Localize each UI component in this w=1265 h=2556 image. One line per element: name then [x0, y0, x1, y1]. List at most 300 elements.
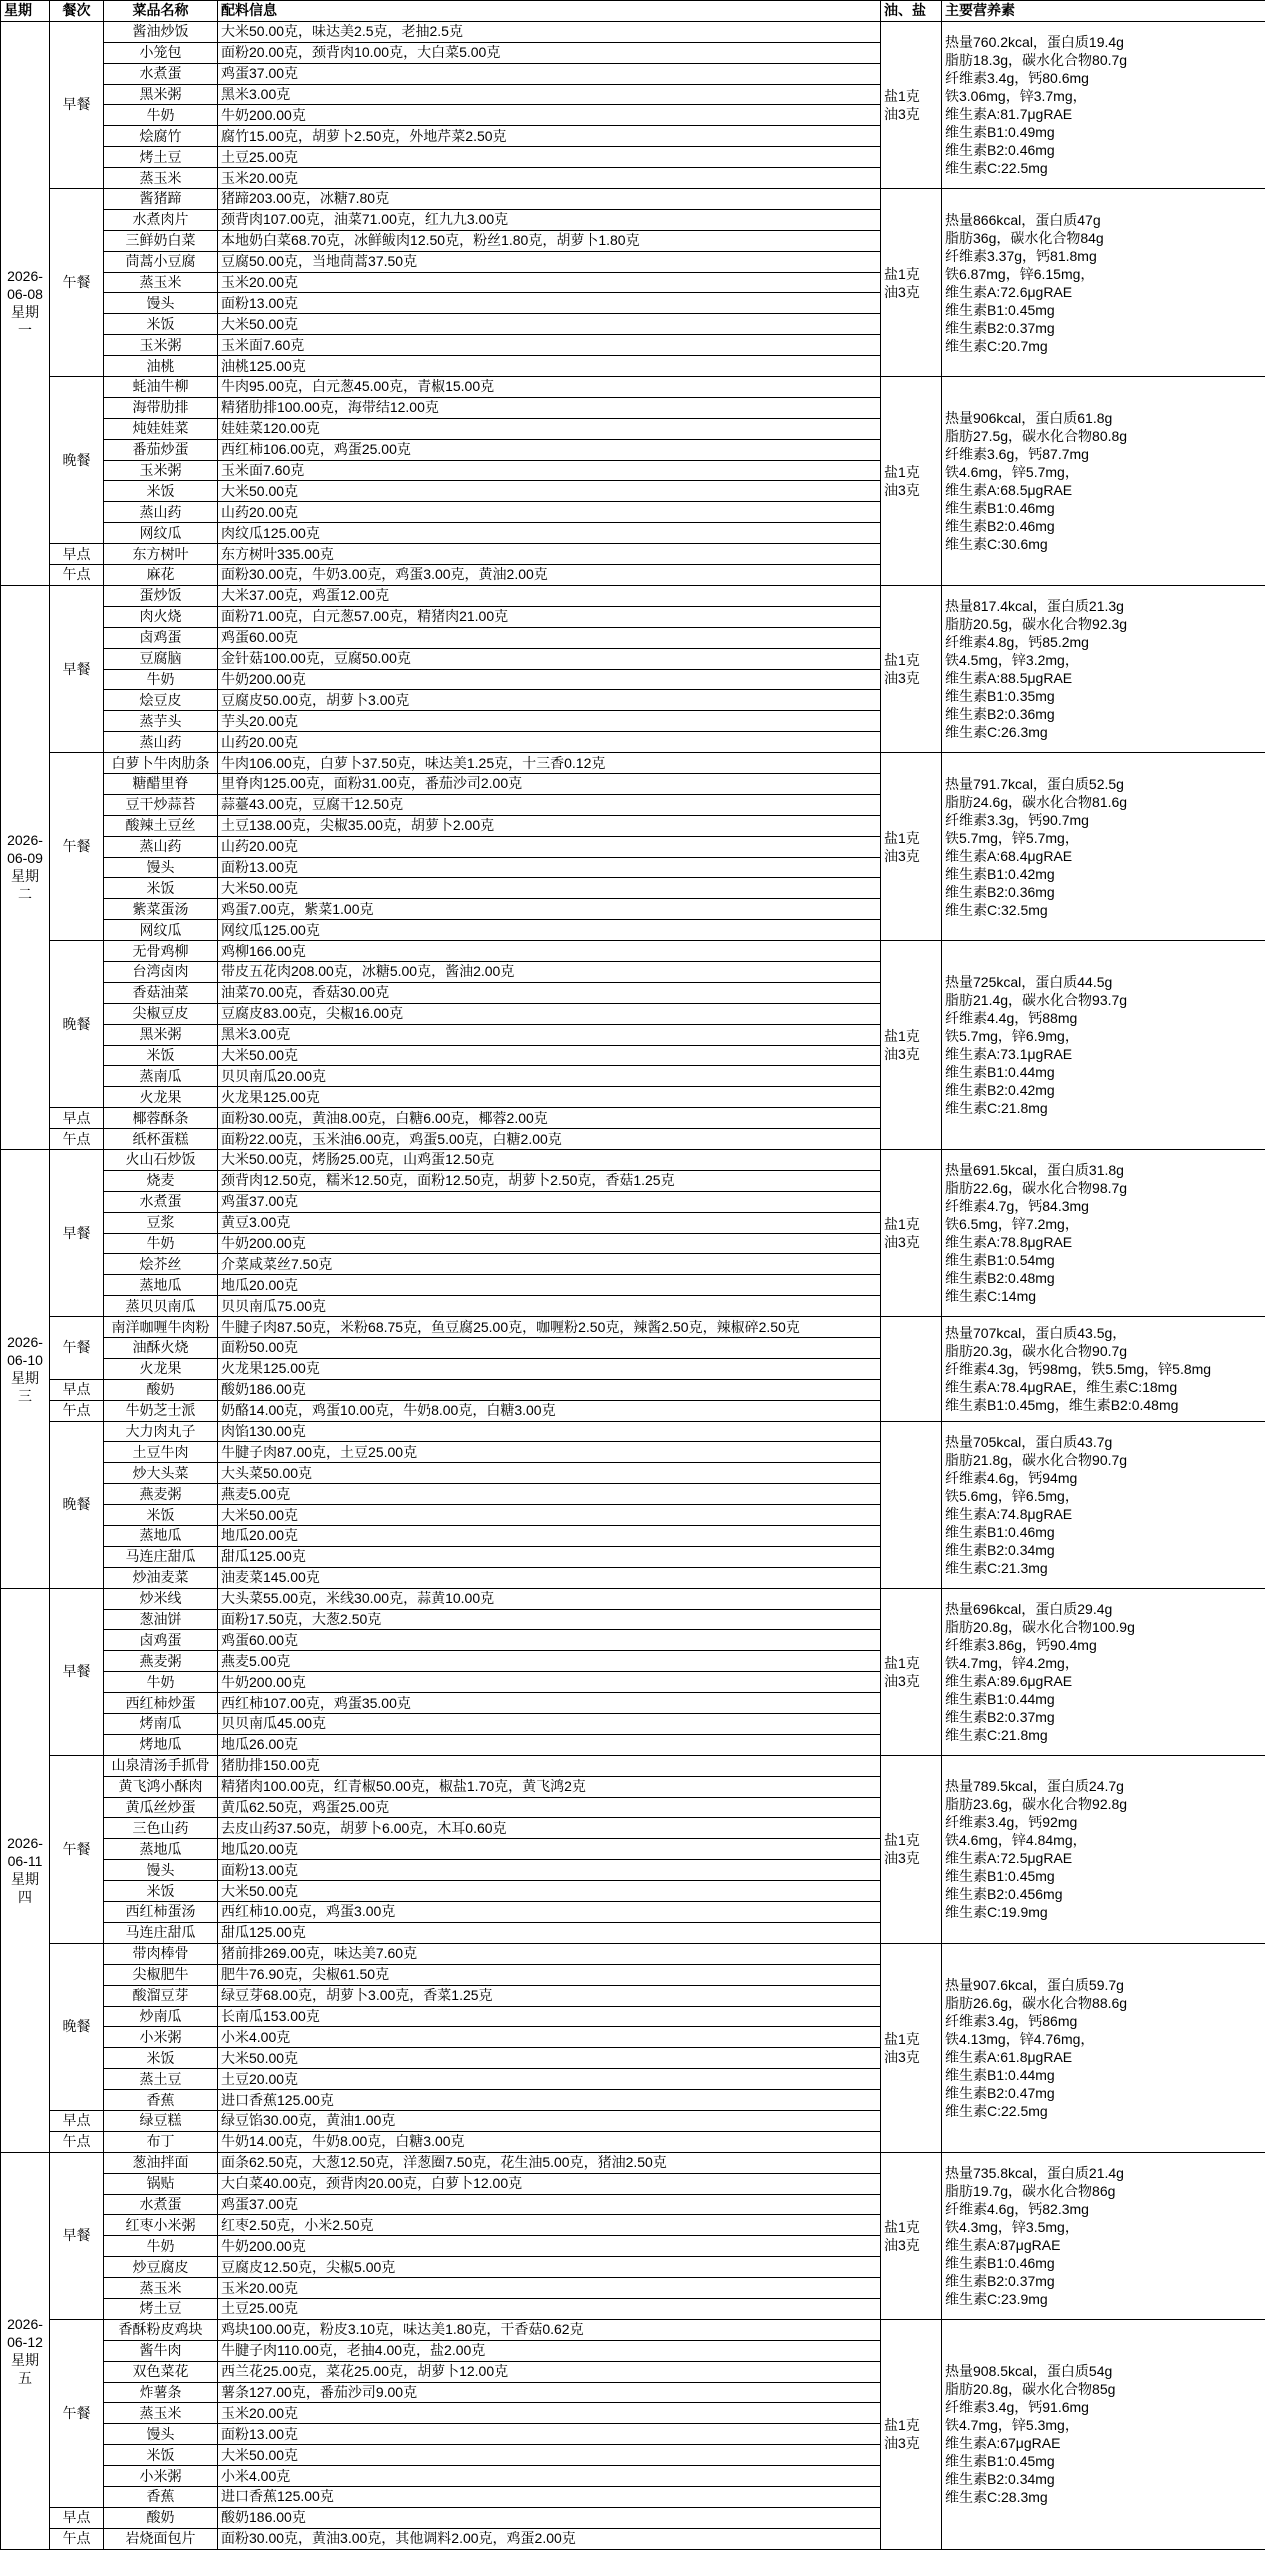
dish-name-cell: 蒸地瓜 [104, 1526, 218, 1547]
dish-name-cell: 牛奶 [104, 1672, 218, 1693]
ingredients-cell: 东方树叶335.00克 [218, 544, 881, 565]
nutrition-line: 维生素B1:0.44mg [945, 1690, 1055, 1707]
ingredients-cell: 面粉17.50克，大葱2.50克 [218, 1609, 881, 1630]
nutrition-line: 铁5.7mg，锌5.7mg， [945, 829, 1079, 846]
nutrition-line: 脂肪24.6g，碳水化合物81.6g [945, 793, 1128, 810]
dish-name-cell: 黑米粥 [104, 84, 218, 105]
nutrition-line: 热量907.6kcal，蛋白质59.7g [945, 1976, 1124, 1993]
ingredients-cell: 带皮五花肉208.00克，冰糖5.00克，酱油2.00克 [218, 961, 881, 982]
table-row [1, 1149, 1265, 1170]
dish-name-cell: 红枣小米粥 [104, 2215, 218, 2236]
ingredients-cell: 油菜70.00克，香菇30.00克 [218, 982, 881, 1003]
ingredients-cell: 大米50.00克 [218, 2445, 881, 2466]
oil-salt-line: 油3克 [884, 1234, 920, 1251]
menu-body [1, 21, 1265, 2549]
dish-name-cell: 酱油炒饭 [104, 21, 218, 42]
ingredients-cell: 猪蹄203.00克，冰糖7.80克 [218, 189, 881, 210]
dish-name-cell: 炒南瓜 [104, 2006, 218, 2027]
ingredients-cell: 进口香蕉125.00克 [218, 2090, 881, 2111]
nutrition-line: 铁4.6mg，锌4.84mg， [945, 1832, 1087, 1849]
dish-name-cell: 三鲜奶白菜 [104, 230, 218, 251]
oil-salt-cell [881, 21, 942, 188]
ingredients-cell: 猪肋排150.00克 [218, 1755, 881, 1776]
ingredients-cell: 颈背肉107.00克，油菜71.00克，红九九3.00克 [218, 209, 881, 230]
ingredients-cell: 鸡蛋37.00克 [218, 2194, 881, 2215]
ingredients-cell: 腐竹15.00克，胡萝卜2.50克，外地芹菜2.50克 [218, 126, 881, 147]
nutrition-line: 热量908.5kcal，蛋白质54g [945, 2363, 1113, 2380]
dish-name-cell: 香菇油菜 [104, 982, 218, 1003]
dish-name-cell: 东方树叶 [104, 544, 218, 565]
dish-name-cell: 黄瓜丝炒蛋 [104, 1797, 218, 1818]
ingredients-cell: 精猪肉100.00克，红青椒50.00克，椒盐1.70克，黄飞鸿2克 [218, 1776, 881, 1797]
dish-name-cell: 烤土豆 [104, 2298, 218, 2319]
oil-salt-line: 油3克 [884, 481, 920, 498]
header-meal: 餐次 [50, 1, 104, 22]
ingredients-cell: 蒜薹43.00克，豆腐干12.50克 [218, 794, 881, 815]
ingredients-cell: 玉米面7.60克 [218, 335, 881, 356]
dish-name-cell: 小笼包 [104, 42, 218, 63]
dish-name-cell: 蒸山药 [104, 502, 218, 523]
oil-salt-line: 盐1克 [884, 1028, 920, 1045]
dish-name-cell: 蒸山药 [104, 836, 218, 857]
nutrition-line: 维生素A:78.4μgRAE，维生素C:18mg [945, 1378, 1178, 1395]
oil-salt-cell [881, 377, 942, 586]
dish-name-cell: 肉火烧 [104, 606, 218, 627]
nutrition-line: 维生素B1:0.45mg [945, 2453, 1055, 2470]
dish-name-cell: 蒸山药 [104, 732, 218, 753]
ingredients-cell: 薯条127.00克，番茄沙司9.00克 [218, 2382, 881, 2403]
header-oil-salt: 油、盐 [881, 1, 942, 22]
oil-salt-line: 油3克 [884, 2236, 920, 2253]
dish-name-cell: 黄飞鸿小酥肉 [104, 1776, 218, 1797]
oil-salt-line: 油3克 [884, 670, 920, 686]
nutrition-line: 纤维素3.6g，钙87.7mg [945, 445, 1089, 462]
dish-name-cell: 卤鸡蛋 [104, 627, 218, 648]
nutrition-line: 维生素A:89.6μgRAE [945, 1672, 1073, 1689]
ingredients-cell: 大米50.00克，味达美2.5克，老抽2.5克 [218, 21, 881, 42]
dish-name-cell: 网纹瓜 [104, 920, 218, 941]
dish-name-cell: 馒头 [104, 857, 218, 878]
ingredients-cell: 燕麦5.00克 [218, 1484, 881, 1505]
dish-name-cell: 尖椒豆皮 [104, 1003, 218, 1024]
nutrition-cell [942, 1943, 1265, 2152]
oil-salt-line: 盐1克 [884, 1216, 920, 1233]
ingredients-cell: 油麦菜145.00克 [218, 1567, 881, 1588]
dish-name-cell: 炒豆腐皮 [104, 2257, 218, 2278]
day-cell [1, 585, 50, 1149]
nutrition-line: 脂肪20.8g，碳水化合物85g [945, 2381, 1116, 2398]
nutrition-line: 铁4.5mg，锌3.2mg， [945, 652, 1079, 668]
nutrition-line: 热量817.4kcal，蛋白质21.3g [945, 598, 1124, 614]
table-row [1, 189, 1265, 210]
ingredients-cell: 大米50.00克 [218, 1881, 881, 1902]
dish-name-cell: 燕麦粥 [104, 1651, 218, 1672]
nutrition-line: 维生素B1:0.54mg [945, 1252, 1055, 1269]
dish-name-cell: 绿豆糕 [104, 2110, 218, 2131]
nutrition-cell [942, 753, 1265, 941]
meal-cell: 晚餐 [50, 1421, 104, 1588]
nutrition-line: 维生素B2:0.42mg [945, 1082, 1055, 1099]
day-label-line: 06-11 [7, 1853, 43, 1870]
nutrition-line: 维生素C:21.3mg [945, 1559, 1048, 1576]
meal-cell: 午点 [50, 1129, 104, 1150]
meal-cell: 午餐 [50, 1755, 104, 1943]
ingredients-cell: 火龙果125.00克 [218, 1358, 881, 1379]
nutrition-line: 铁6.5mg，锌7.2mg， [945, 1216, 1079, 1233]
nutrition-line: 纤维素3.4g，钙91.6mg [945, 2399, 1089, 2416]
ingredients-cell: 去皮山药37.50克，胡萝卜6.00克，木耳0.60克 [218, 1818, 881, 1839]
ingredients-cell: 大头菜50.00克 [218, 1463, 881, 1484]
ingredients-cell: 西红柿106.00克，鸡蛋25.00克 [218, 439, 881, 460]
dish-name-cell: 南洋咖喱牛肉粉 [104, 1317, 218, 1338]
oil-salt-cell [881, 1317, 942, 1421]
ingredients-cell: 红枣2.50克，小米2.50克 [218, 2215, 881, 2236]
meal-cell: 午点 [50, 1400, 104, 1421]
dish-name-cell: 烩豆皮 [104, 690, 218, 711]
meal-cell: 早点 [50, 2110, 104, 2131]
oil-salt-line: 盐1克 [884, 829, 920, 846]
oil-salt-line: 油3克 [884, 2048, 920, 2065]
dish-name-cell: 豆浆 [104, 1212, 218, 1233]
nutrition-cell [942, 1755, 1265, 1943]
header-dish: 菜品名称 [104, 1, 218, 22]
dish-name-cell: 烤南瓜 [104, 1714, 218, 1735]
dish-name-cell: 椰蓉酥条 [104, 1108, 218, 1129]
ingredients-cell: 玉米20.00克 [218, 2278, 881, 2299]
nutrition-cell [942, 2152, 1265, 2319]
nutrition-line: 维生素B2:0.36mg [945, 883, 1055, 900]
ingredients-cell: 玉米20.00克 [218, 272, 881, 293]
oil-salt-cell [881, 2319, 942, 2549]
nutrition-line: 纤维素4.7g，钙84.3mg [945, 1198, 1089, 1215]
nutrition-line: 铁4.13mg，锌4.76mg， [945, 2030, 1095, 2047]
dish-name-cell: 油桃 [104, 356, 218, 377]
day-label-line: 星期 [11, 1369, 39, 1386]
table-row [1, 2152, 1265, 2173]
nutrition-line: 脂肪19.7g，碳水化合物86g [945, 2182, 1116, 2199]
ingredients-cell: 大白菜40.00克，颈背肉20.00克，白萝卜12.00克 [218, 2173, 881, 2194]
ingredients-cell: 小米4.00克 [218, 2466, 881, 2487]
day-label-line: 2026- [7, 1333, 43, 1350]
ingredients-cell: 牛腱子肉87.50克，米粉68.75克，鱼豆腐25.00克，咖喱粉2.50克，辣酱2.50克，辣椒碎2.50克 [218, 1317, 881, 1338]
ingredients-cell: 牛奶14.00克，牛奶8.00克，白糖3.00克 [218, 2131, 881, 2152]
ingredients-cell: 鸡蛋60.00克 [218, 627, 881, 648]
nutrition-cell [942, 2319, 1265, 2549]
dish-name-cell: 米饭 [104, 2445, 218, 2466]
ingredients-cell: 颈背肉12.50克，糯米12.50克，面粉12.50克，胡萝卜2.50克，香菇1.25克 [218, 1170, 881, 1191]
nutrition-line: 维生素A:88.5μgRAE [945, 670, 1073, 686]
oil-salt-cell [881, 1588, 942, 1755]
dish-name-cell: 酱猪蹄 [104, 189, 218, 210]
nutrition-line: 维生素B1:0.46mg [945, 499, 1055, 516]
ingredients-cell: 娃娃菜120.00克 [218, 418, 881, 439]
ingredients-cell: 肉馅130.00克 [218, 1421, 881, 1442]
dish-name-cell: 小米粥 [104, 2466, 218, 2487]
day-label-line: 二 [18, 886, 32, 903]
oil-salt-line: 盐1克 [884, 1832, 920, 1849]
nutrition-line: 维生素C:30.6mg [945, 535, 1048, 552]
dish-name-cell: 香蕉 [104, 2486, 218, 2507]
ingredients-cell: 面粉13.00克 [218, 293, 881, 314]
dish-name-cell: 牛奶 [104, 2236, 218, 2257]
nutrition-line: 维生素A:72.6μgRAE [945, 283, 1073, 300]
ingredients-cell: 介菜咸菜丝7.50克 [218, 1254, 881, 1275]
dish-name-cell: 炒大头菜 [104, 1463, 218, 1484]
ingredients-cell: 豆腐50.00克，当地茼蒿37.50克 [218, 251, 881, 272]
nutrition-line: 维生素B2:0.48mg [945, 1270, 1055, 1287]
dish-name-cell: 油酥火烧 [104, 1338, 218, 1359]
ingredients-cell: 地瓜20.00克 [218, 1839, 881, 1860]
dish-name-cell: 酸辣土豆丝 [104, 815, 218, 836]
oil-salt-line: 油3克 [884, 1046, 920, 1063]
dish-name-cell: 燕麦粥 [104, 1484, 218, 1505]
dish-name-cell: 马连庄甜瓜 [104, 1546, 218, 1567]
dish-name-cell: 炸薯条 [104, 2382, 218, 2403]
nutrition-line: 维生素C:22.5mg [945, 2102, 1048, 2119]
oil-salt-line: 盐1克 [884, 265, 920, 282]
meal-cell: 午餐 [50, 2319, 104, 2507]
dish-name-cell: 糖醋里脊 [104, 773, 218, 794]
meal-cell: 早餐 [50, 2152, 104, 2319]
nutrition-line: 热量866kcal，蛋白质47g [945, 211, 1101, 228]
nutrition-line: 维生素B2:0.46mg [945, 141, 1055, 158]
nutrition-line: 维生素C:32.5mg [945, 901, 1048, 918]
nutrition-line: 热量791.7kcal，蛋白质52.5g [945, 775, 1124, 792]
dish-name-cell: 黑米粥 [104, 1024, 218, 1045]
nutrition-line: 热量725kcal，蛋白质44.5g [945, 974, 1113, 991]
dish-name-cell: 番茄炒蛋 [104, 439, 218, 460]
nutrition-line: 铁3.06mg，锌3.7mg， [945, 87, 1087, 104]
nutrition-cell [942, 1421, 1265, 1588]
ingredients-cell: 地瓜26.00克 [218, 1734, 881, 1755]
oil-salt-cell [881, 1755, 942, 1943]
dish-name-cell: 馒头 [104, 293, 218, 314]
nutrition-line: 维生素A:72.5μgRAE [945, 1850, 1073, 1867]
ingredients-cell: 猪前排269.00克，味达美7.60克 [218, 1943, 881, 1964]
nutrition-line: 热量707kcal，蛋白质43.5g， [945, 1324, 1127, 1341]
ingredients-cell: 肉纹瓜125.00克 [218, 523, 881, 544]
ingredients-cell: 牛腱子肉87.00克，土豆25.00克 [218, 1442, 881, 1463]
nutrition-line: 铁5.7mg，锌6.9mg， [945, 1028, 1079, 1045]
dish-name-cell: 布丁 [104, 2131, 218, 2152]
ingredients-cell: 牛奶200.00克 [218, 2236, 881, 2257]
dish-name-cell: 蒸贝贝南瓜 [104, 1296, 218, 1317]
ingredients-cell: 长南瓜153.00克 [218, 2006, 881, 2027]
ingredients-cell: 酸奶186.00克 [218, 1379, 881, 1400]
ingredients-cell: 土豆25.00克 [218, 2298, 881, 2319]
dish-name-cell: 米饭 [104, 1045, 218, 1066]
nutrition-cell [942, 21, 1265, 188]
dish-name-cell: 烧麦 [104, 1170, 218, 1191]
dish-name-cell: 蒸玉米 [104, 2403, 218, 2424]
dish-name-cell: 紫菜蛋汤 [104, 899, 218, 920]
dish-name-cell: 西红柿蛋汤 [104, 1902, 218, 1923]
dish-name-cell: 马连庄甜瓜 [104, 1922, 218, 1943]
nutrition-line: 维生素B2:0.37mg [945, 319, 1055, 336]
day-label-line: 06-08 [7, 286, 43, 303]
nutrition-cell [942, 189, 1265, 377]
nutrition-line: 脂肪23.6g，碳水化合物92.8g [945, 1796, 1128, 1813]
dish-name-cell: 蒸玉米 [104, 2278, 218, 2299]
ingredients-cell: 金针菇100.00克，豆腐50.00克 [218, 648, 881, 669]
ingredients-cell: 大米37.00克，鸡蛋12.00克 [218, 585, 881, 606]
nutrition-line: 铁4.7mg，锌4.2mg， [945, 1654, 1079, 1671]
day-label-line: 星期 [11, 868, 39, 885]
day-label-line: 06-12 [7, 2333, 43, 2350]
nutrition-line: 维生素B2:0.36mg [945, 706, 1055, 722]
nutrition-line: 纤维素4.6g，钙94mg [945, 1469, 1078, 1486]
meal-cell: 晚餐 [50, 941, 104, 1108]
meal-cell: 午点 [50, 2131, 104, 2152]
nutrition-line: 维生素A:87μgRAE [945, 2236, 1061, 2253]
dish-name-cell: 米饭 [104, 1505, 218, 1526]
oil-salt-cell [881, 189, 942, 377]
dish-name-cell: 大力肉丸子 [104, 1421, 218, 1442]
nutrition-line: 铁4.3mg，锌3.5mg， [945, 2218, 1079, 2235]
dish-name-cell: 香酥粉皮鸡块 [104, 2319, 218, 2340]
day-label-line: 2026- [7, 832, 43, 849]
dish-name-cell: 水煮蛋 [104, 1191, 218, 1212]
dish-name-cell: 炖娃娃菜 [104, 418, 218, 439]
ingredients-cell: 大米50.00克，烤肠25.00克，山鸡蛋12.50克 [218, 1149, 881, 1170]
dish-name-cell: 烤地瓜 [104, 1734, 218, 1755]
dish-name-cell: 烤土豆 [104, 147, 218, 168]
ingredients-cell: 大米50.00克 [218, 314, 881, 335]
dish-name-cell: 馒头 [104, 2424, 218, 2445]
dish-name-cell: 白萝卜牛肉肋条 [104, 753, 218, 774]
ingredients-cell: 土豆138.00克，尖椒35.00克，胡萝卜2.00克 [218, 815, 881, 836]
ingredients-cell: 牛奶200.00克 [218, 105, 881, 126]
dish-name-cell: 烩芥丝 [104, 1254, 218, 1275]
nutrition-line: 维生素B1:0.45mg，维生素B2:0.48mg [945, 1396, 1179, 1413]
ingredients-cell: 本地奶白菜68.70克，冰鲜鲅肉12.50克，粉丝1.80克，胡萝卜1.80克 [218, 230, 881, 251]
ingredients-cell: 燕麦5.00克 [218, 1651, 881, 1672]
header-ingredients: 配料信息 [218, 1, 881, 22]
nutrition-line: 维生素C:26.3mg [945, 724, 1048, 740]
dish-name-cell: 馒头 [104, 1860, 218, 1881]
ingredients-cell: 玉米20.00克 [218, 168, 881, 189]
table-row [1, 21, 1265, 42]
day-label-line: 三 [18, 1387, 32, 1404]
oil-salt-cell [881, 941, 942, 1150]
oil-salt-cell [881, 1149, 942, 1316]
ingredients-cell: 玉米20.00克 [218, 2403, 881, 2424]
dish-name-cell: 蒸芋头 [104, 711, 218, 732]
nutrition-line: 维生素C:21.8mg [945, 1726, 1048, 1743]
table-row [1, 753, 1265, 774]
ingredients-cell: 山药20.00克 [218, 836, 881, 857]
dish-name-cell: 牛奶 [104, 105, 218, 126]
day-label-line: 2026- [7, 268, 43, 285]
oil-salt-line: 盐1克 [884, 1654, 920, 1671]
nutrition-line: 纤维素4.6g，钙82.3mg [945, 2200, 1089, 2217]
meal-cell: 早餐 [50, 585, 104, 752]
dish-name-cell: 西红柿炒蛋 [104, 1693, 218, 1714]
day-cell [1, 21, 50, 585]
table-row [1, 1421, 1265, 1442]
dish-name-cell: 炒米线 [104, 1588, 218, 1609]
dish-name-cell: 纸杯蛋糕 [104, 1129, 218, 1150]
dish-name-cell: 火龙果 [104, 1087, 218, 1108]
ingredients-cell: 牛肉95.00克，白元葱45.00克，青椒15.00克 [218, 377, 881, 398]
nutrition-line: 脂肪20.8g，碳水化合物100.9g [945, 1618, 1135, 1635]
day-label-line: 星期 [11, 2351, 39, 2368]
nutrition-line: 维生素C:23.9mg [945, 2290, 1048, 2307]
nutrition-line: 铁5.6mg，锌6.5mg， [945, 1487, 1079, 1504]
header-nutrition: 主要营养素 [942, 1, 1265, 22]
oil-salt-line: 盐1克 [884, 463, 920, 480]
dish-name-cell: 米饭 [104, 2048, 218, 2069]
meal-cell: 午餐 [50, 189, 104, 377]
nutrition-line: 维生素B1:0.42mg [945, 865, 1055, 882]
day-label-line: 五 [18, 2369, 32, 2386]
dish-name-cell: 水煮肉片 [104, 209, 218, 230]
dish-name-cell: 蒸玉米 [104, 168, 218, 189]
meal-cell: 晚餐 [50, 377, 104, 544]
ingredients-cell: 甜瓜125.00克 [218, 1922, 881, 1943]
table-row [1, 2319, 1265, 2340]
ingredients-cell: 火龙果125.00克 [218, 1087, 881, 1108]
day-cell [1, 1149, 50, 1588]
dish-name-cell: 米饭 [104, 878, 218, 899]
oil-salt-line: 油3克 [884, 105, 920, 122]
nutrition-line: 维生素B2:0.47mg [945, 2084, 1055, 2101]
nutrition-line: 纤维素3.4g，钙80.6mg [945, 69, 1089, 86]
meal-cell: 午餐 [50, 753, 104, 941]
meal-cell: 早点 [50, 544, 104, 565]
nutrition-line: 铁4.7mg，锌5.3mg， [945, 2417, 1079, 2434]
oil-salt-line: 盐1克 [884, 2218, 920, 2235]
oil-salt-line: 油3克 [884, 2435, 920, 2452]
ingredients-cell: 黄豆3.00克 [218, 1212, 881, 1233]
ingredients-cell: 面粉13.00克 [218, 2424, 881, 2445]
dish-name-cell: 玉米粥 [104, 335, 218, 356]
oil-salt-line: 油3克 [884, 1850, 920, 1867]
ingredients-cell: 奶酪14.00克，鸡蛋10.00克，牛奶8.00克，白糖3.00克 [218, 1400, 881, 1421]
oil-salt-cell [881, 2152, 942, 2319]
ingredients-cell: 面粉30.00克，黄油8.00克，白糖6.00克，椰蓉2.00克 [218, 1108, 881, 1129]
ingredients-cell: 土豆20.00克 [218, 2069, 881, 2090]
oil-salt-cell [881, 753, 942, 941]
ingredients-cell: 鸡蛋7.00克，紫菜1.00克 [218, 899, 881, 920]
oil-salt-line: 油3克 [884, 847, 920, 864]
nutrition-line: 铁4.6mg，锌5.7mg， [945, 463, 1079, 480]
dish-name-cell: 水煮蛋 [104, 2194, 218, 2215]
nutrition-line: 维生素A:73.1μgRAE [945, 1046, 1073, 1063]
ingredients-cell: 牛奶200.00克 [218, 1672, 881, 1693]
nutrition-line: 脂肪36g，碳水化合物84g [945, 229, 1104, 246]
ingredients-cell: 黑米3.00克 [218, 84, 881, 105]
dish-name-cell: 葱油拌面 [104, 2152, 218, 2173]
nutrition-line: 纤维素3.4g，钙92mg [945, 1814, 1078, 1831]
ingredients-cell: 地瓜20.00克 [218, 1275, 881, 1296]
meal-cell: 午餐 [50, 1317, 104, 1380]
ingredients-cell: 芋头20.00克 [218, 711, 881, 732]
nutrition-line: 热量705kcal，蛋白质43.7g [945, 1433, 1113, 1450]
nutrition-line: 纤维素3.86g，钙90.4mg [945, 1636, 1097, 1653]
nutrition-cell [942, 1149, 1265, 1316]
dish-name-cell: 酸溜豆芽 [104, 1985, 218, 2006]
ingredients-cell: 网纹瓜125.00克 [218, 920, 881, 941]
nutrition-line: 铁6.87mg，锌6.15mg， [945, 265, 1095, 282]
ingredients-cell: 贝贝南瓜75.00克 [218, 1296, 881, 1317]
nutrition-line: 热量906kcal，蛋白质61.8g [945, 409, 1113, 426]
meal-cell: 午点 [50, 2528, 104, 2549]
dish-name-cell: 火山石炒饭 [104, 1149, 218, 1170]
ingredients-cell: 牛奶200.00克 [218, 669, 881, 690]
nutrition-line: 纤维素4.3g，钙98mg，铁5.5mg，锌5.8mg [945, 1360, 1212, 1377]
ingredients-cell: 牛肉106.00克，白萝卜37.50克，味达美1.25克，十三香0.12克 [218, 753, 881, 774]
